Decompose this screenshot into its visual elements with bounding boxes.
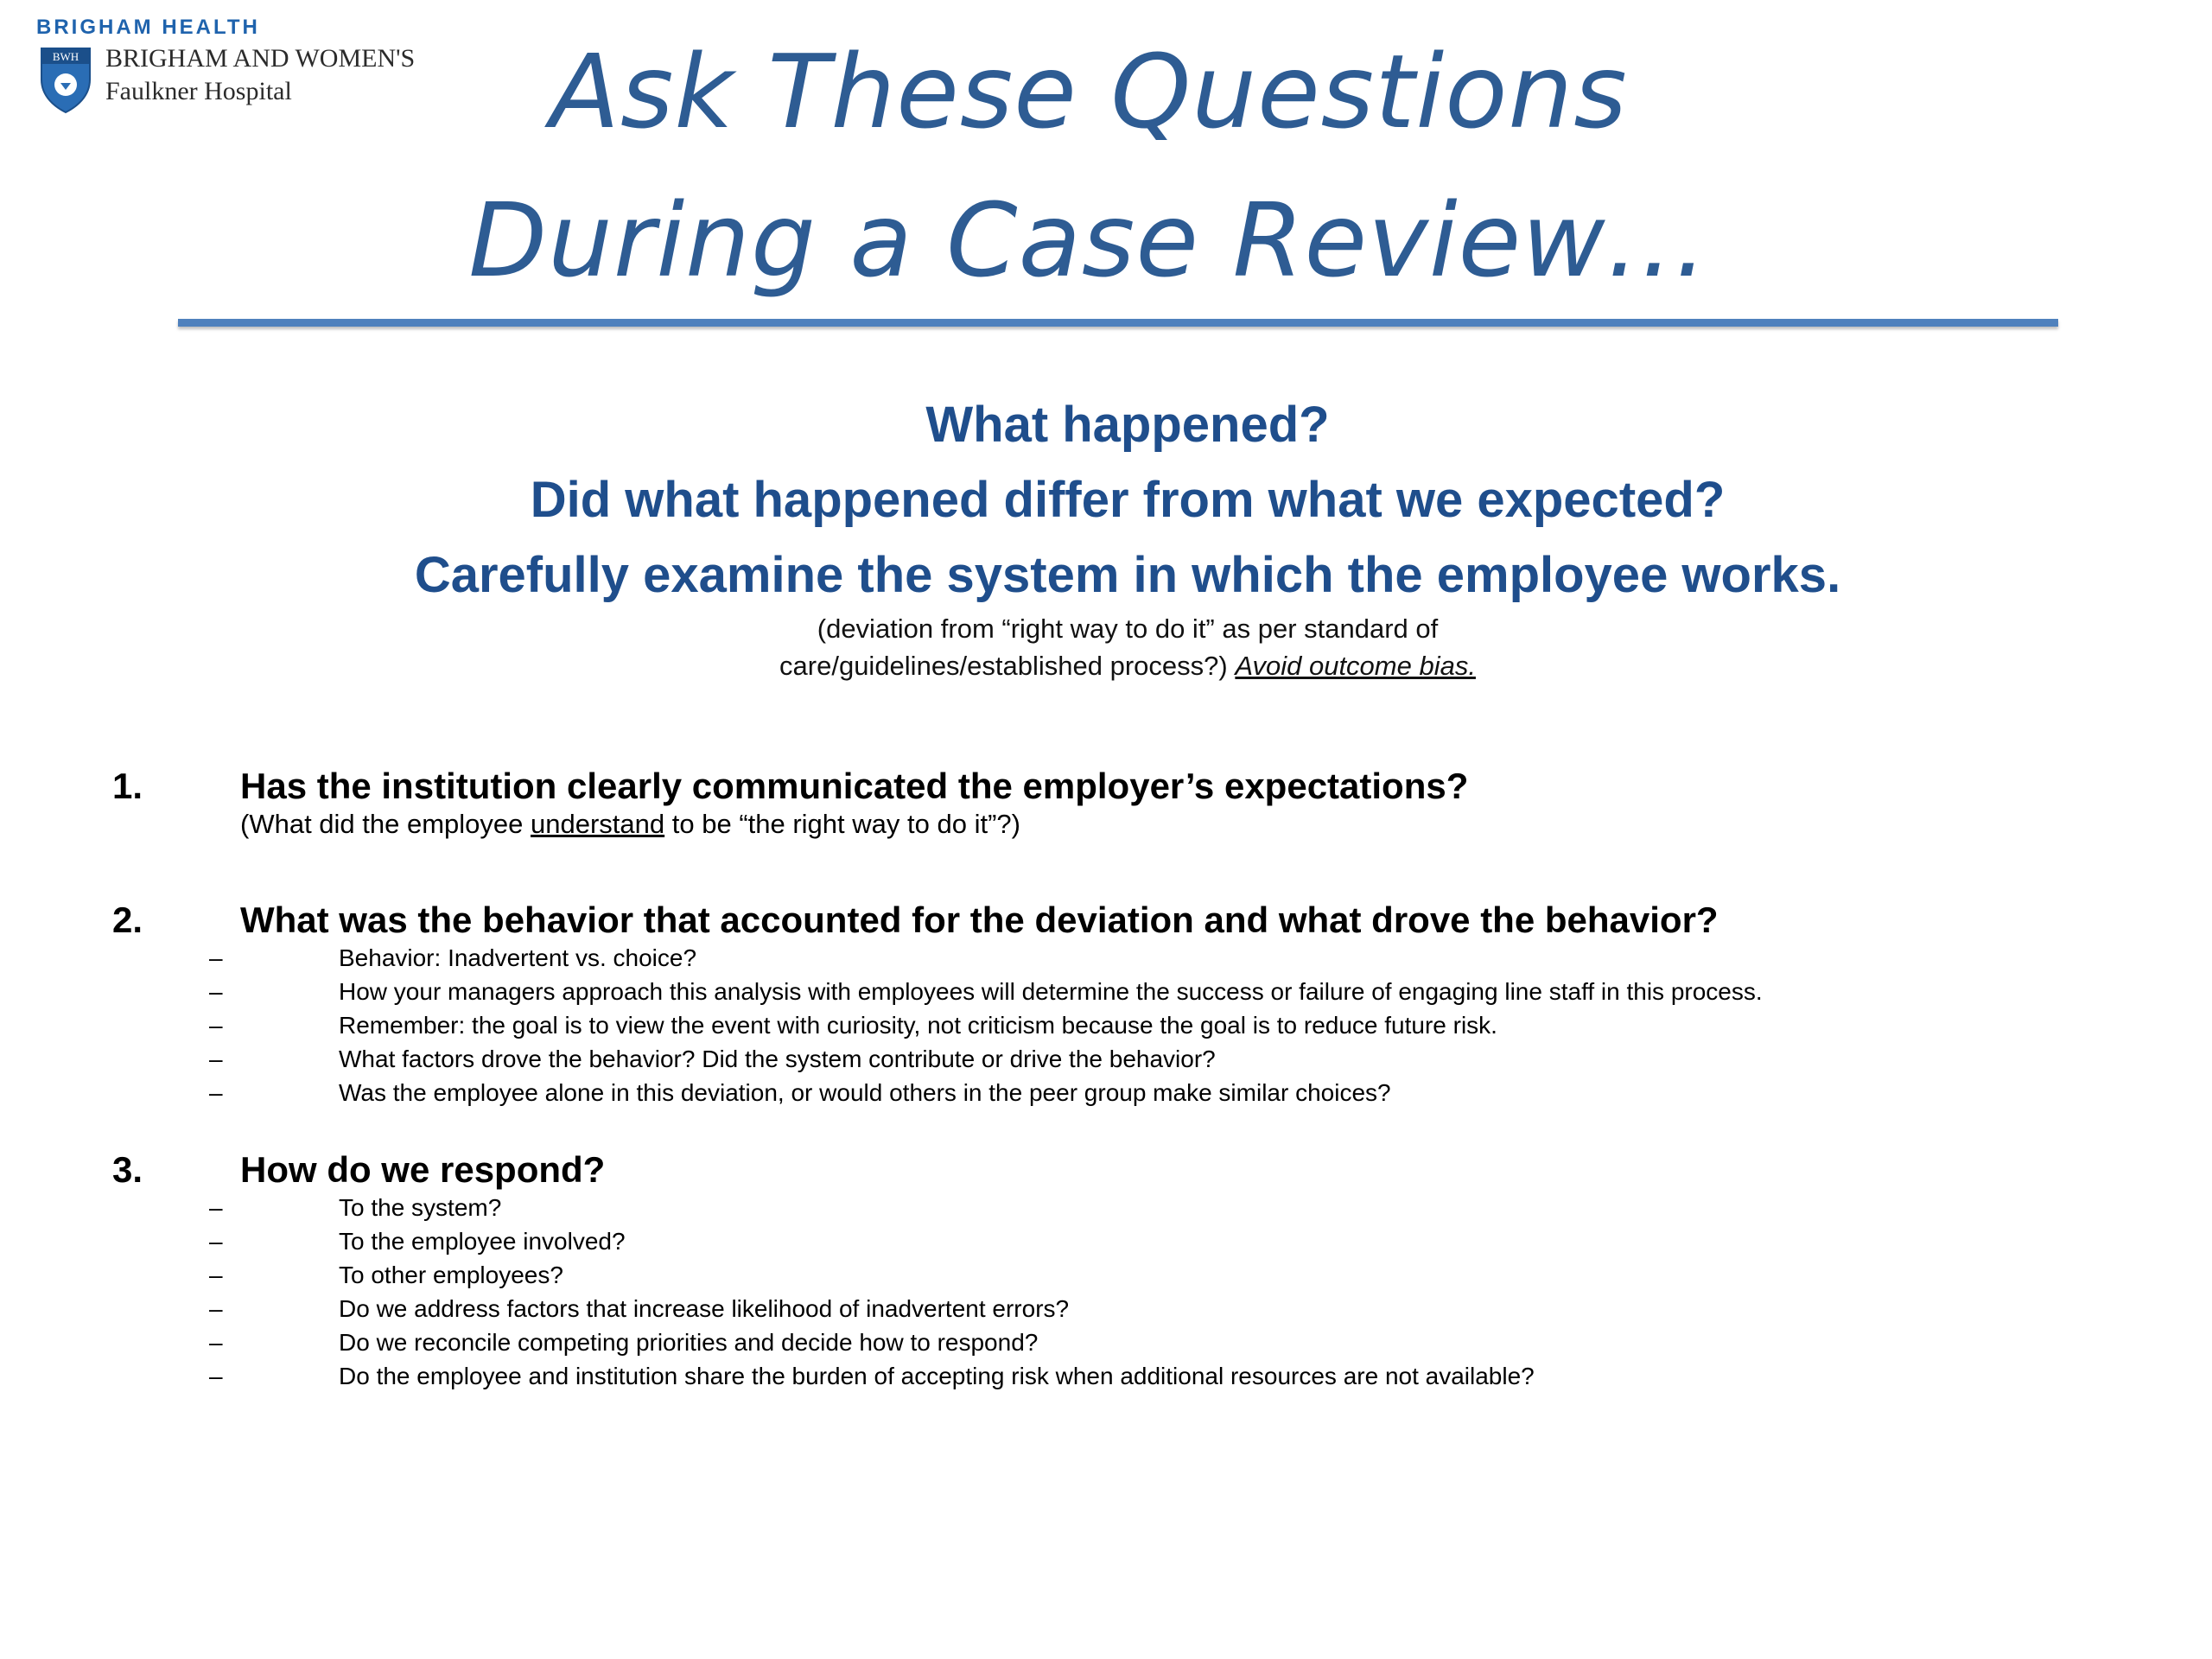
bullet-dash: – (209, 1228, 223, 1255)
title-line-2: During a Case Review… (468, 181, 1709, 300)
section-heading: Has the institution clearly communicated the employer’s expectations? (240, 766, 1469, 806)
section-heading: How do we respond? (240, 1149, 606, 1190)
list-item-text: To other employees? (339, 1262, 563, 1288)
title-line-1: Ask These Questions (550, 32, 1628, 151)
deviation-note (432, 610, 1823, 684)
note-line-1: (deviation from “right way to do it” as per standard of (817, 613, 1439, 644)
note-line-2-text: care/guidelines/established process?) (779, 651, 1228, 681)
list-item-text: How your managers approach this analysis with employees will determine the success or failure of engaging line staff in this process. (339, 978, 1763, 1005)
bullet-dash: – (209, 978, 223, 1005)
bullet-dash: – (209, 1012, 223, 1039)
headline-2: Did what happened differ from what we expected? (530, 472, 1726, 528)
shield-text: BWH (52, 50, 79, 63)
subtext-suffix: to be “the right way to do it”?) (664, 809, 1020, 839)
bullet-dash: – (209, 1363, 223, 1389)
section-number: 1. (112, 766, 143, 806)
subtext-prefix: (What did the employee (240, 809, 531, 839)
page-title (346, 17, 1832, 315)
list-item (112, 1359, 2100, 1393)
list-item-text: Behavior: Inadvertent vs. choice? (339, 944, 697, 971)
subtext-underlined: understand (531, 809, 665, 839)
bullet-list (112, 941, 2100, 1109)
list-item-text: Was the employee alone in this deviation, or would others in the peer group make similar choices? (339, 1079, 1391, 1106)
list-item (112, 1008, 2100, 1042)
bullet-dash: – (209, 1079, 223, 1106)
bullet-dash: – (209, 944, 223, 971)
list-item (112, 1258, 2100, 1292)
list-item-text: To the system? (339, 1194, 502, 1221)
key-questions (173, 387, 2082, 613)
outcome-bias-emphasis: Avoid outcome bias. (1235, 651, 1476, 681)
section-subtext (240, 807, 1020, 842)
logo-subname: Faulkner Hospital (105, 77, 292, 105)
list-item-text: Do the employee and institution share the burden of accepting risk when additional resources are not available? (339, 1363, 1535, 1389)
list-item (112, 1042, 2100, 1076)
bullet-dash: – (209, 1262, 223, 1288)
headline-1: What happened? (925, 397, 1330, 453)
title-divider (178, 319, 2058, 327)
bullet-dash: – (209, 1295, 223, 1322)
bullet-dash: – (209, 1194, 223, 1221)
list-item (112, 1224, 2100, 1258)
section-number: 2. (112, 899, 143, 940)
note-line-2 (432, 647, 1823, 684)
section-number: 3. (112, 1149, 143, 1190)
headline-3: Carefully examine the system in which the employee works. (414, 547, 1841, 603)
logo-name: BRIGHAM AND WOMEN'S (105, 44, 416, 73)
bullet-list (112, 1191, 2100, 1393)
list-item (112, 975, 2100, 1008)
list-item-text: To the employee involved? (339, 1228, 626, 1255)
list-item-text: Do we reconcile competing priorities and decide how to respond? (339, 1329, 1039, 1356)
logo-brand: BRIGHAM HEALTH (36, 16, 260, 39)
section-heading: What was the behavior that accounted for the deviation and what drove the behavior? (240, 899, 1719, 940)
list-item (112, 1325, 2100, 1359)
list-item (112, 1191, 2100, 1224)
shield-icon (38, 45, 93, 114)
bullet-dash: – (209, 1046, 223, 1072)
list-item-text: Do we address factors that increase likelihood of inadvertent errors? (339, 1295, 1070, 1322)
list-item-text: What factors drove the behavior? Did the system contribute or drive the behavior? (339, 1046, 1216, 1072)
list-item (112, 941, 2100, 975)
bullet-dash: – (209, 1329, 223, 1356)
list-item (112, 1076, 2100, 1109)
list-item (112, 1292, 2100, 1325)
list-item-text: Remember: the goal is to view the event with curiosity, not criticism because the goal is to reduce future risk. (339, 1012, 1497, 1039)
